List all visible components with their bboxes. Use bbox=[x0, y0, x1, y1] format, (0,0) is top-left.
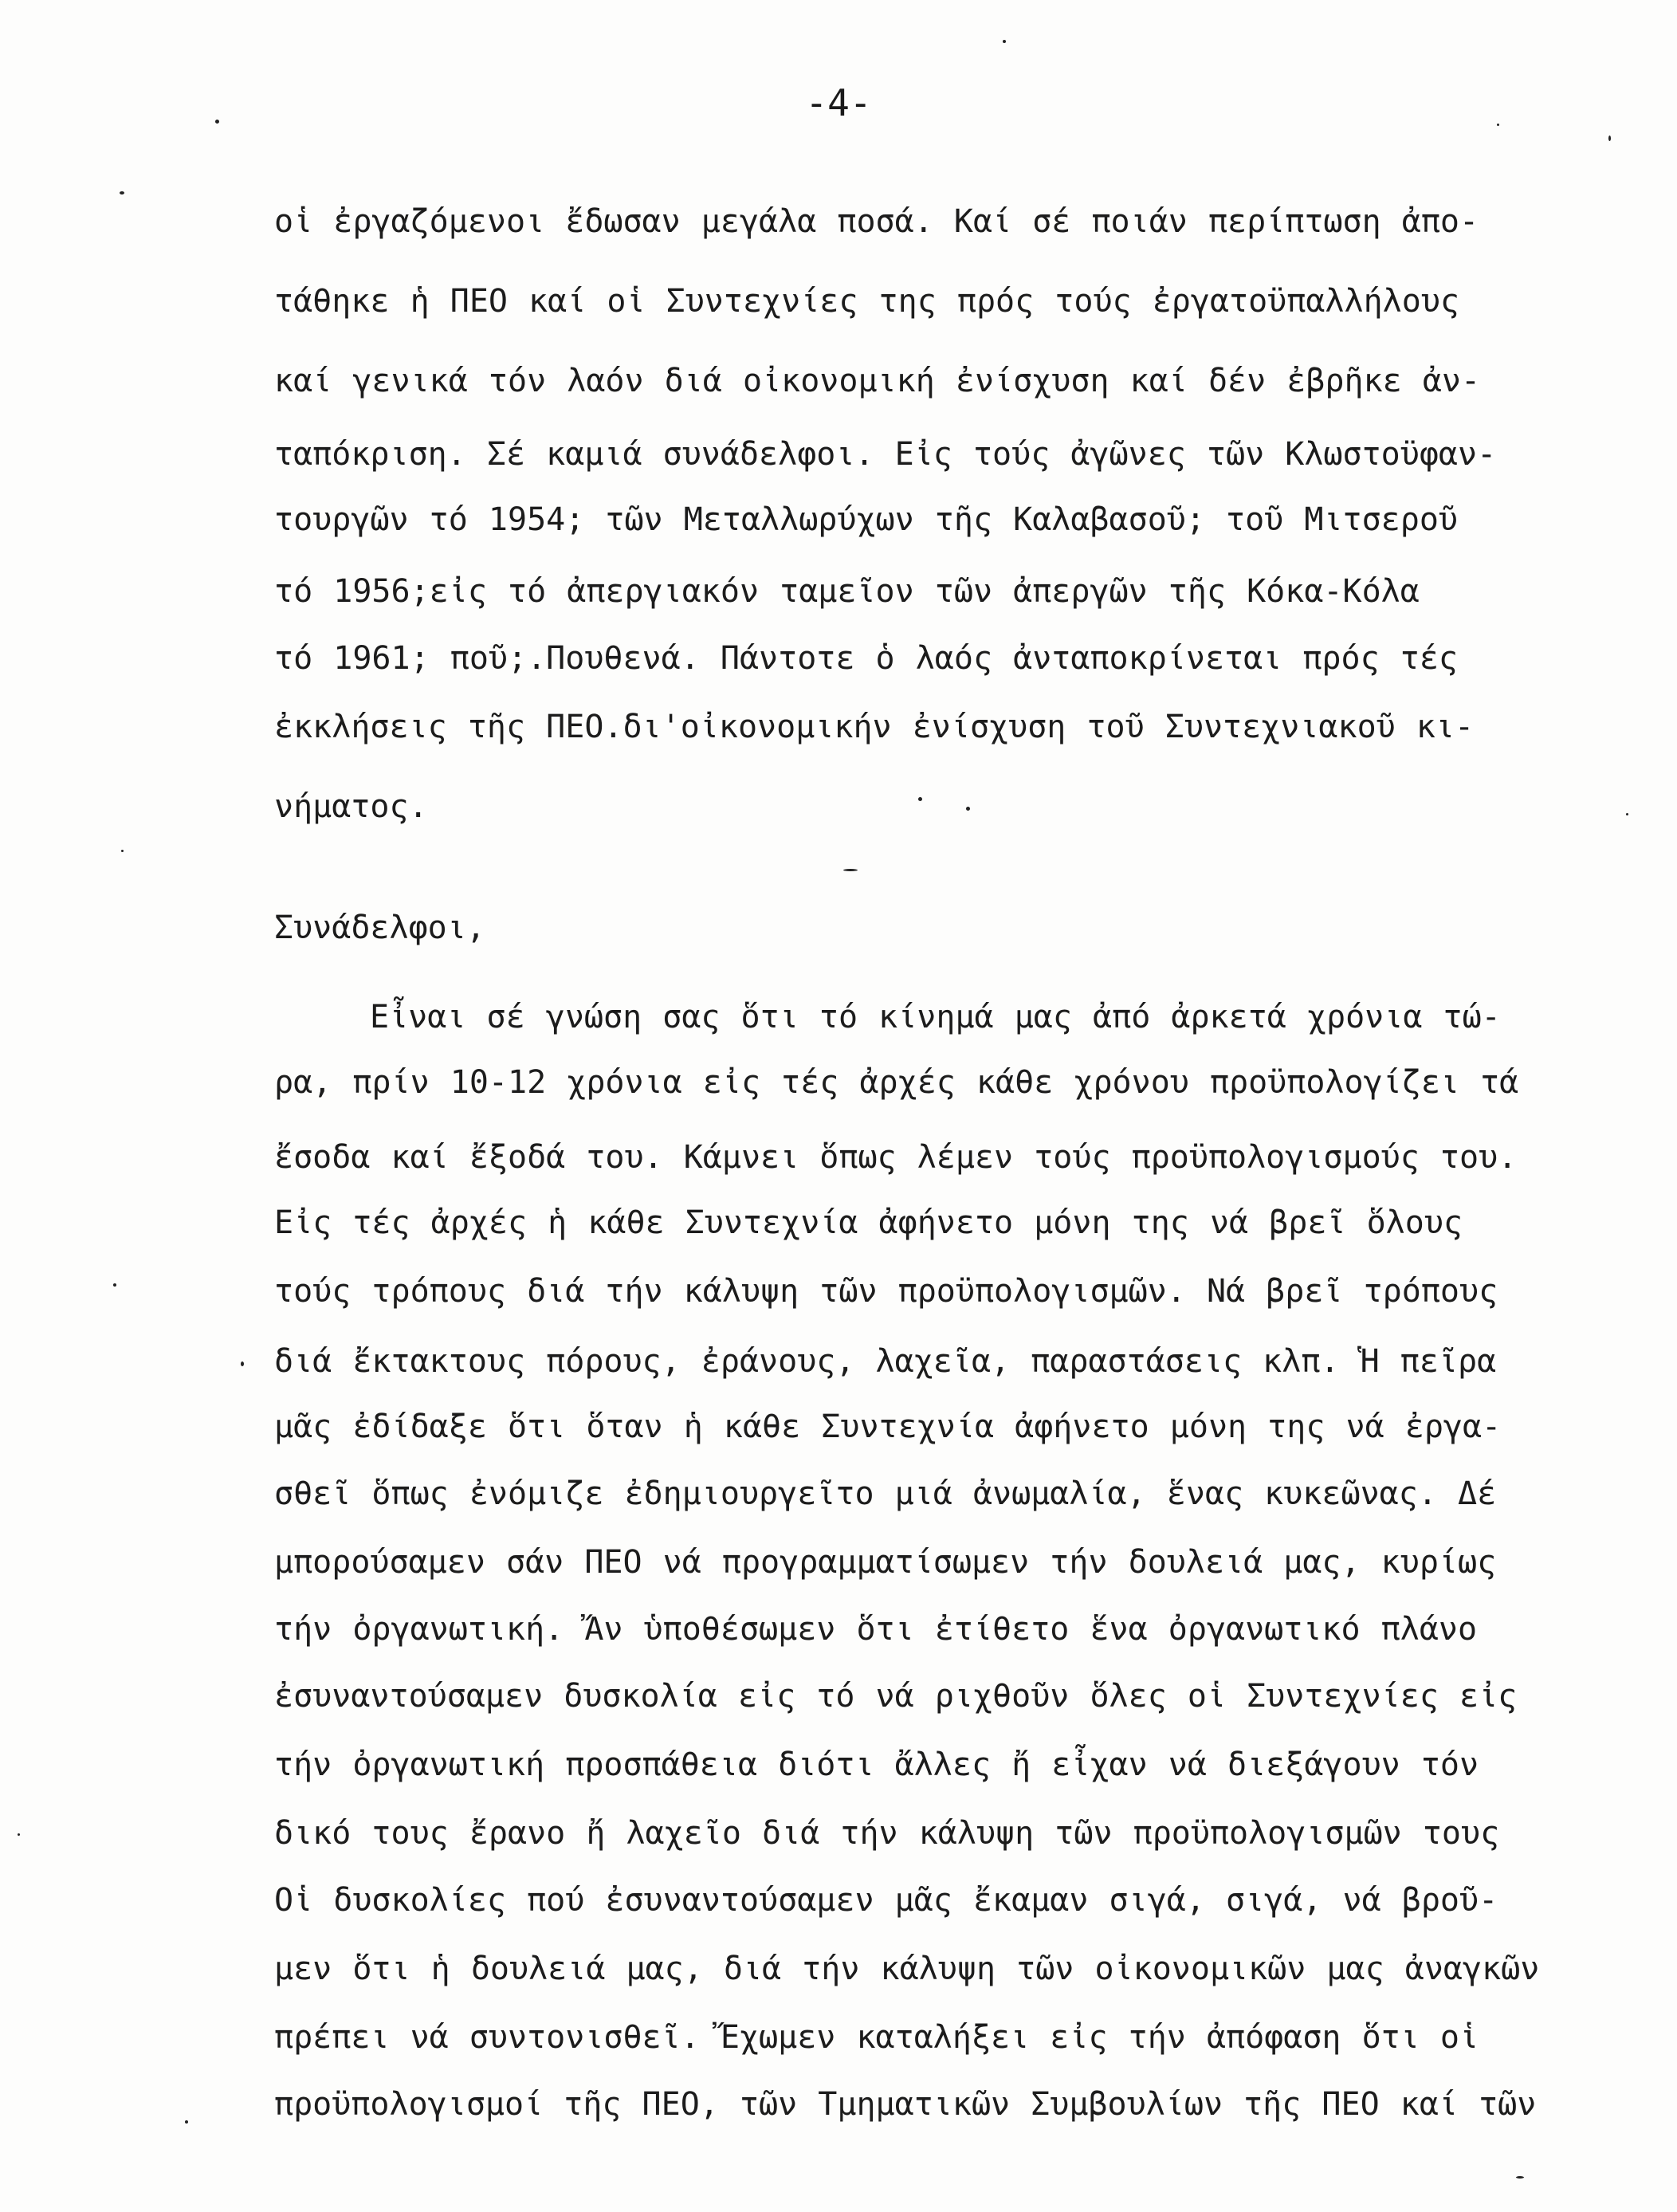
scan-speck bbox=[18, 1833, 20, 1836]
scan-speck bbox=[1516, 2176, 1524, 2179]
scan-speck bbox=[121, 850, 124, 852]
scan-speck bbox=[1497, 124, 1499, 126]
scan-speck bbox=[241, 1361, 244, 1366]
scan-speck bbox=[918, 797, 922, 801]
scan-speck bbox=[966, 807, 970, 811]
text-line: μεν ὅτι ἡ δουλειά μας, διά τήν κάλυψη τῶν οἰκονομικῶν μας ἀναγκῶν bbox=[274, 1951, 1540, 1987]
page-number: -4- bbox=[805, 81, 872, 124]
scan-speck bbox=[1608, 136, 1611, 141]
text-line: καί γενικά τόν λαόν διά οἰκονομική ἐνίσχυση καί δέν ἐβρῆκε ἀν- bbox=[274, 363, 1481, 399]
text-line: μπορούσαμεν σάν ΠΕΟ νά προγραμματίσωμεν τήν δουλειά μας, κυρίως bbox=[274, 1544, 1497, 1581]
text-line: τούς τρόπους διά τήν κάλυψη τῶν προϋπολογισμῶν. Νά βρεῖ τρόπους bbox=[274, 1273, 1498, 1310]
text-line: σθεῖ ὅπως ἐνόμιζε ἐδημιουργεῖτο μιά ἀνωμαλία, ἕνας κυκεῶνας. Δέ bbox=[274, 1475, 1497, 1512]
text-line: πρέπει νά συντονισθεῖ. Ἔχωμεν καταλήξει εἰς τήν ἀπόφαση ὅτι οἱ bbox=[274, 2019, 1479, 2056]
text-line: τουργῶν τό 1954; τῶν Μεταλλωρύχων τῆς Καλαβασοῦ; τοῦ Μιτσεροῦ bbox=[274, 501, 1459, 538]
text-line: τάθηκε ἡ ΠΕΟ καί οἱ Συντεχνίες της πρός τούς ἐργατοϋπαλλήλους bbox=[274, 283, 1460, 320]
text-line: ρα, πρίν 10-12 χρόνια εἰς τές ἀρχές κάθε χρόνου προϋπολογίζει τά bbox=[274, 1064, 1519, 1101]
text-line: τό 1961; ποῦ;.Πουθενά. Πάντοτε ὁ λαός ἀνταποκρίνεται πρός τές bbox=[274, 640, 1459, 677]
text-line: ἐκκλήσεις τῆς ΠΕΟ.δι'οἰκονομικήν ἐνίσχυση τοῦ Συντεχνιακοῦ κι- bbox=[274, 709, 1475, 745]
scan-speck bbox=[1626, 813, 1628, 815]
text-line: τήν ὀργανωτική προσπάθεια διότι ἄλλες ἤ εἶχαν νά διεξάγουν τόν bbox=[274, 1746, 1479, 1783]
text-line: ἔσοδα καί ἔξοδά του. Κάμνει ὅπως λέμεν τούς προϋπολογισμούς του. bbox=[274, 1139, 1518, 1176]
text-line: τό 1956;εἰς τό ἀπεργιακόν ταμεῖον τῶν ἀπεργῶν τῆς Κόκα-Κόλα bbox=[274, 573, 1420, 610]
text-line: προϋπολογισμοί τῆς ΠΕΟ, τῶν Τμηματικῶν Συμβουλίων τῆς ΠΕΟ καί τῶν bbox=[274, 2086, 1537, 2123]
scan-speck bbox=[215, 120, 219, 124]
text-line: ταπόκριση. Σέ καμιά συνάδελφοι. Εἰς τούς ἀγῶνες τῶν Κλωστοϋφαν- bbox=[274, 436, 1497, 473]
scan-speck bbox=[1003, 40, 1006, 43]
scan-speck bbox=[113, 1283, 116, 1287]
text-line: οἱ ἐργαζόμενοι ἔδωσαν μεγάλα ποσά. Καί σέ ποιάν περίπτωση ἀπο- bbox=[274, 203, 1479, 240]
salutation: Συνάδελφοι, bbox=[274, 910, 485, 946]
text-line: διά ἔκτακτους πόρους, ἐράνους, λαχεῖα, παραστάσεις κλπ. Ἡ πεῖρα bbox=[274, 1343, 1497, 1380]
text-line: μᾶς ἐδίδαξε ὅτι ὅταν ἡ κάθε Συντεχνία ἀφήνετο μόνη της νά ἐργα- bbox=[274, 1409, 1502, 1445]
text-line: Οἱ δυσκολίες πού ἐσυναντούσαμεν μᾶς ἔκαμαν σιγά, σιγά, νά βροῦ- bbox=[274, 1882, 1498, 1919]
scan-speck bbox=[185, 2120, 188, 2124]
text-line: τήν ὀργανωτική. Ἄν ὑποθέσωμεν ὅτι ἐτίθετο ἕνα ὀργανωτικό πλάνο bbox=[274, 1611, 1478, 1648]
text-line: νήματος. bbox=[274, 788, 428, 825]
text-line: Εἶναι σέ γνώση σας ὅτι τό κίνημά μας ἀπό ἀρκετά χρόνια τώ- bbox=[370, 999, 1501, 1035]
scan-speck bbox=[120, 191, 124, 194]
text-line: δικό τους ἔρανο ἤ λαχεῖο διά τήν κάλυψη τῶν προϋπολογισμῶν τους bbox=[274, 1815, 1500, 1852]
text-line: Εἰς τές ἀρχές ἡ κάθε Συντεχνία ἀφήνετο μόνη της νά βρεῖ ὅλους bbox=[274, 1204, 1463, 1241]
text-line: ἐσυναντούσαμεν δυσκολία εἰς τό νά ριχθοῦν ὅλες οἱ Συντεχνίες εἰς bbox=[274, 1678, 1518, 1715]
scan-speck bbox=[843, 869, 858, 871]
